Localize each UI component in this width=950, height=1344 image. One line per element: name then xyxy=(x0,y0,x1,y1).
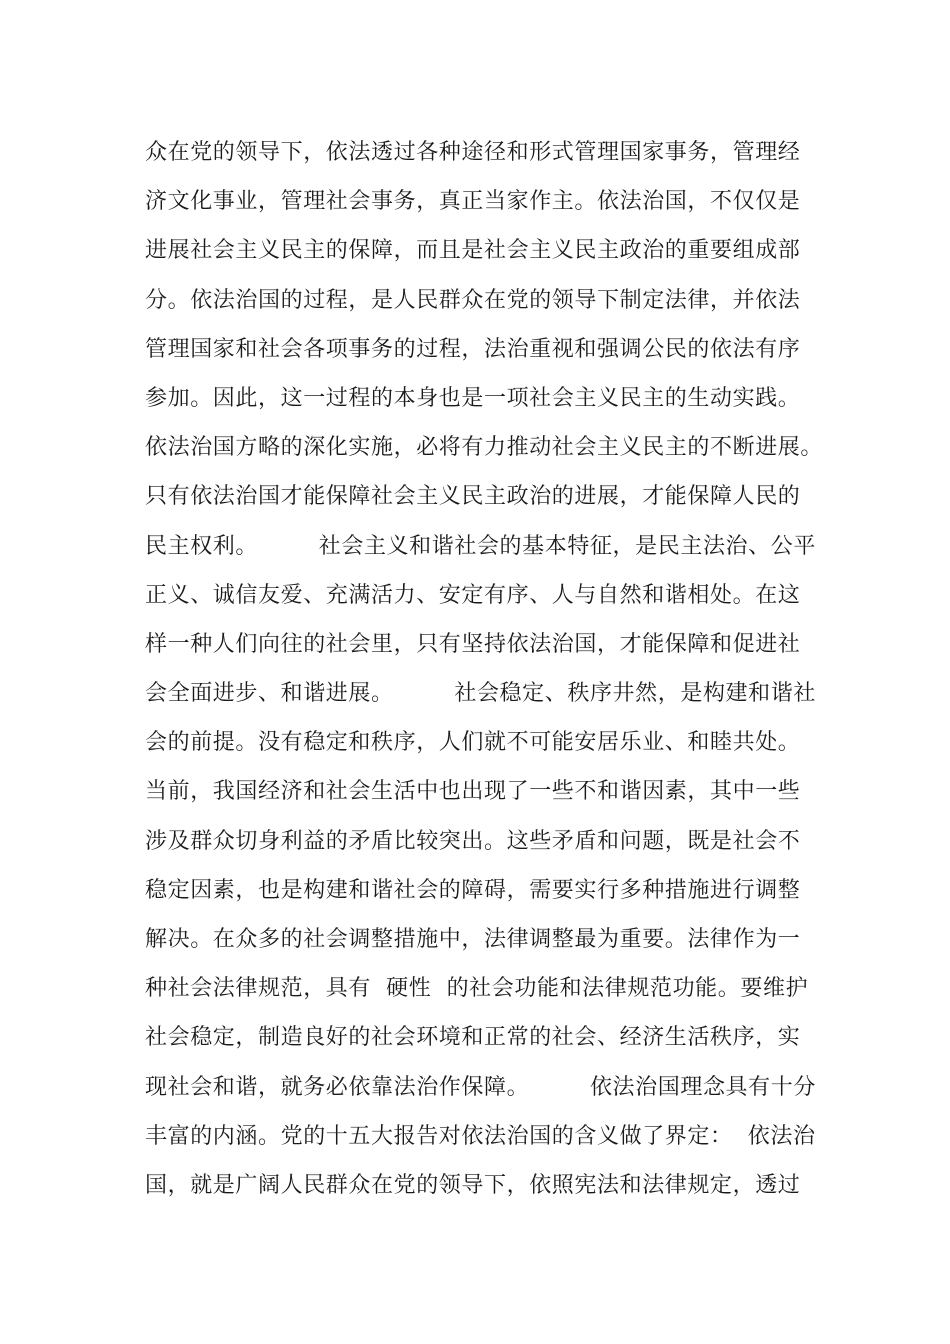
text-line: 只有依法治国才能保障社会主义民主政治的进展，才能保障人民的 xyxy=(145,484,801,510)
text-line: 会全面进步、和谐进展。 社会稳定、秩序井然，是构建和谐社 xyxy=(145,681,816,707)
text-line: 涉及群众切身利益的矛盾比较突出。这些矛盾和问题，既是社会不 xyxy=(145,828,801,854)
text-line: 国，就是广阔人民群众在党的领导下，依照宪法和法律规定，透过 xyxy=(145,1172,801,1198)
text-line: 稳定因素，也是构建和谐社会的障碍，需要实行多种措施进行调整 xyxy=(145,877,801,903)
text-line: 社会稳定，制造良好的社会环境和正常的社会、经济生活秩序，实 xyxy=(145,1025,801,1051)
text-line: 参加。因此，这一过程的本身也是一项社会主义民主的生动实践。 xyxy=(145,385,801,411)
text-line: 众在党的领导下，依法透过各种途径和形式管理国家事务，管理经 xyxy=(145,140,801,165)
text-line: 丰富的内涵。党的十五大报告对依法治国的含义做了界定： 依法治 xyxy=(145,1123,816,1149)
text-line: 样一种人们向往的社会里，只有坚持依法治国，才能保障和促进社 xyxy=(145,631,801,657)
text-line: 当前，我国经济和社会生活中也出现了一些不和谐因素，其中一些 xyxy=(145,779,801,805)
text-line: 依法治国方略的深化实施，必将有力推动社会主义民主的不断进展。 xyxy=(145,435,824,461)
text-line: 正义、诚信友爱、充满活力、安定有序、人与自然和谐相处。在这 xyxy=(145,582,801,608)
text-line: 解决。在众多的社会调整措施中，法律调整最为重要。法律作为一 xyxy=(145,927,801,952)
text-line: 种社会法律规范，具有 硬性 的社会功能和法律规范功能。要维护 xyxy=(145,976,809,1002)
text-line: 现社会和谐，就务必依靠法治作保障。 依法治国理念具有十分 xyxy=(145,1074,816,1100)
text-line: 济文化事业，管理社会事务，真正当家作主。依法治国，不仅仅是 xyxy=(145,189,801,215)
body-text xyxy=(145,128,835,1210)
text-line: 管理国家和社会各项事务的过程，法治重视和强调公民的依法有序 xyxy=(145,336,801,362)
text-line: 进展社会主义民主的保障，而且是社会主义民主政治的重要组成部 xyxy=(145,238,801,264)
text-line: 会的前提。没有稳定和秩序，人们就不可能安居乐业、和睦共处。 xyxy=(145,730,801,756)
text-line: 民主权利。 社会主义和谐社会的基本特征，是民主法治、公平 xyxy=(145,533,816,559)
text-line: 分。依法治国的过程，是人民群众在党的领导下制定法律，并依法 xyxy=(145,287,801,313)
